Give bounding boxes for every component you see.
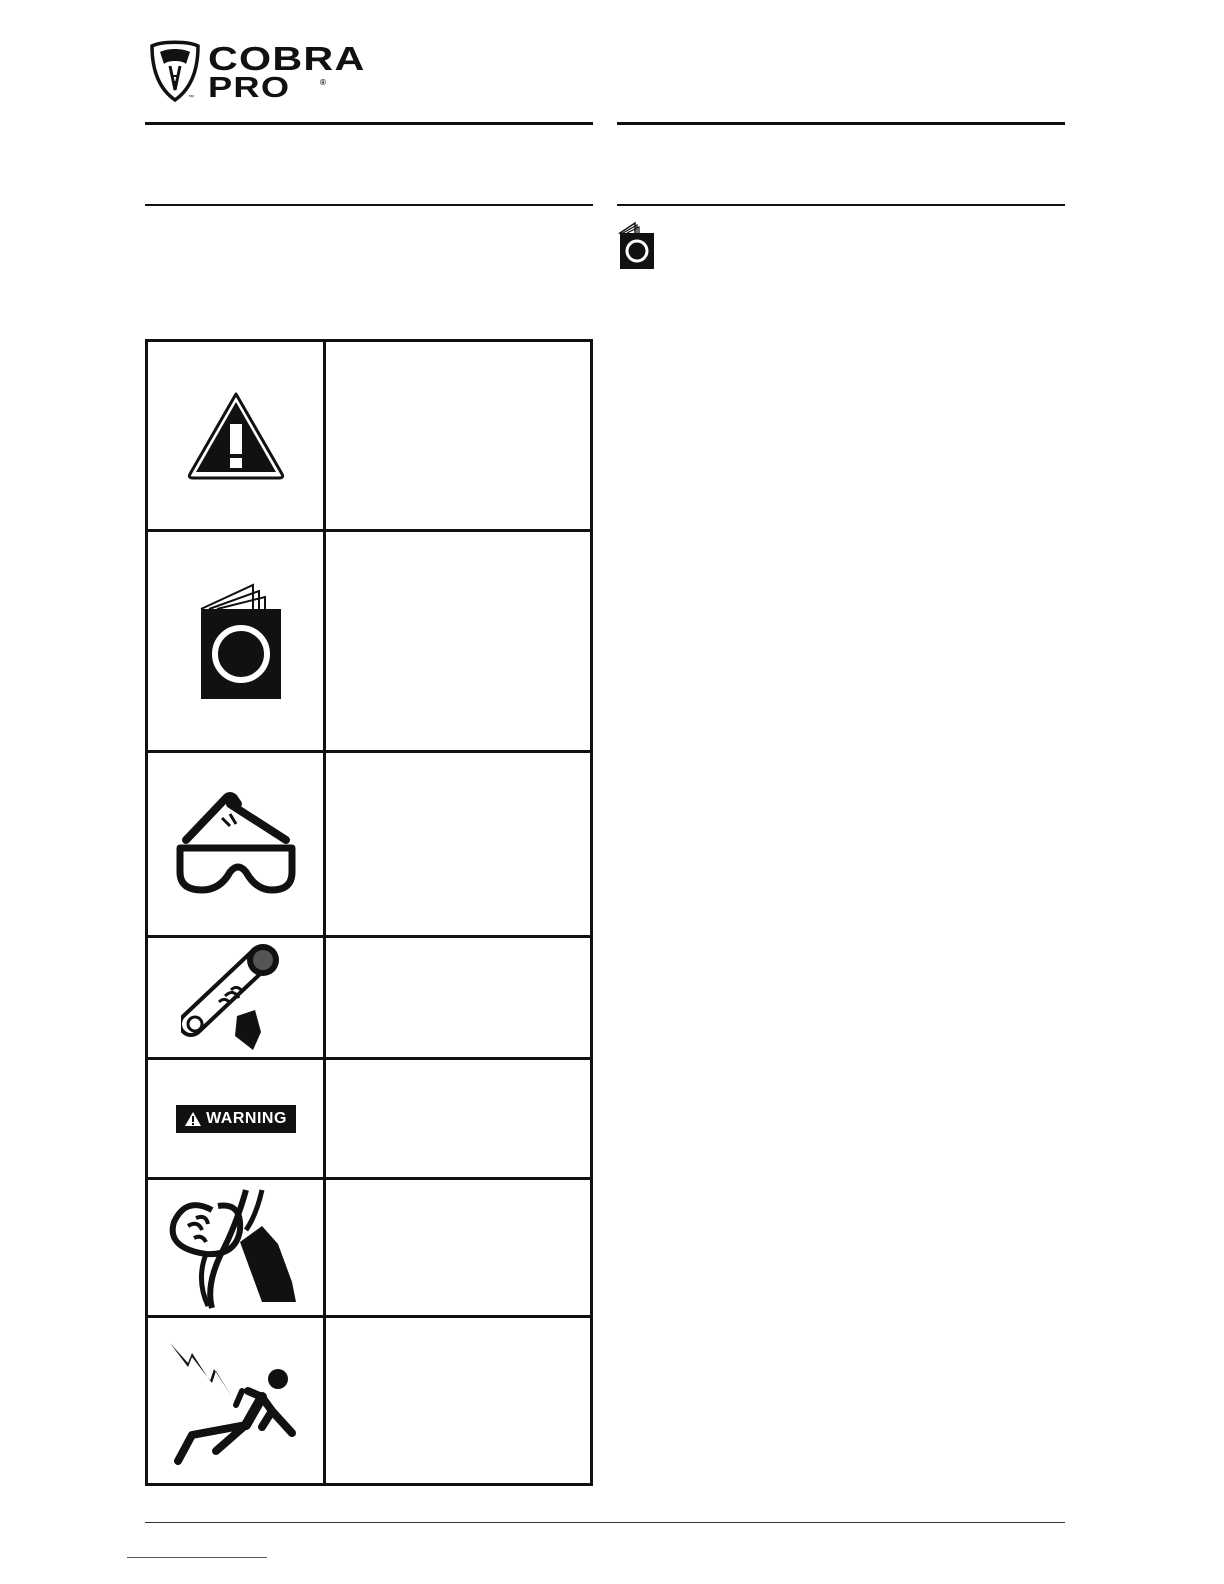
right-second-rule <box>617 204 1065 206</box>
warning-label-icon <box>176 1105 296 1133</box>
cobra-shield-icon <box>148 40 202 102</box>
entanglement-hazard-icon <box>181 940 291 1056</box>
safety-symbols-table <box>145 339 593 1486</box>
left-top-rule <box>145 122 593 125</box>
table-row <box>148 1318 323 1486</box>
read-manual-small-icon <box>617 219 655 271</box>
logo-word-cobra: COBRA <box>208 40 366 77</box>
table-row <box>148 753 323 935</box>
left-second-rule <box>145 204 593 206</box>
table-row <box>148 342 323 529</box>
cobra-pro-logo <box>148 40 408 106</box>
table-row <box>148 532 323 750</box>
table-column-divider <box>323 342 326 1483</box>
safety-glasses-icon <box>174 792 298 896</box>
right-top-rule <box>617 122 1065 125</box>
read-manual-icon <box>191 581 281 701</box>
registered-mark: ® <box>320 78 326 87</box>
table-row <box>148 1180 323 1315</box>
footer-link-underline[interactable] <box>127 1557 267 1558</box>
small-warning-triangle-icon <box>184 1111 202 1127</box>
table-row <box>148 938 323 1057</box>
trademark-mark: ™ <box>188 95 194 101</box>
footer-rule <box>145 1522 1065 1523</box>
electric-shock-icon <box>166 1339 306 1465</box>
logo-word-pro: PRO <box>208 72 291 104</box>
warning-badge-text: WARNING <box>206 1109 287 1127</box>
rope-entanglement-icon <box>166 1186 306 1310</box>
warning-triangle-icon <box>186 390 286 482</box>
table-row <box>148 1060 323 1177</box>
